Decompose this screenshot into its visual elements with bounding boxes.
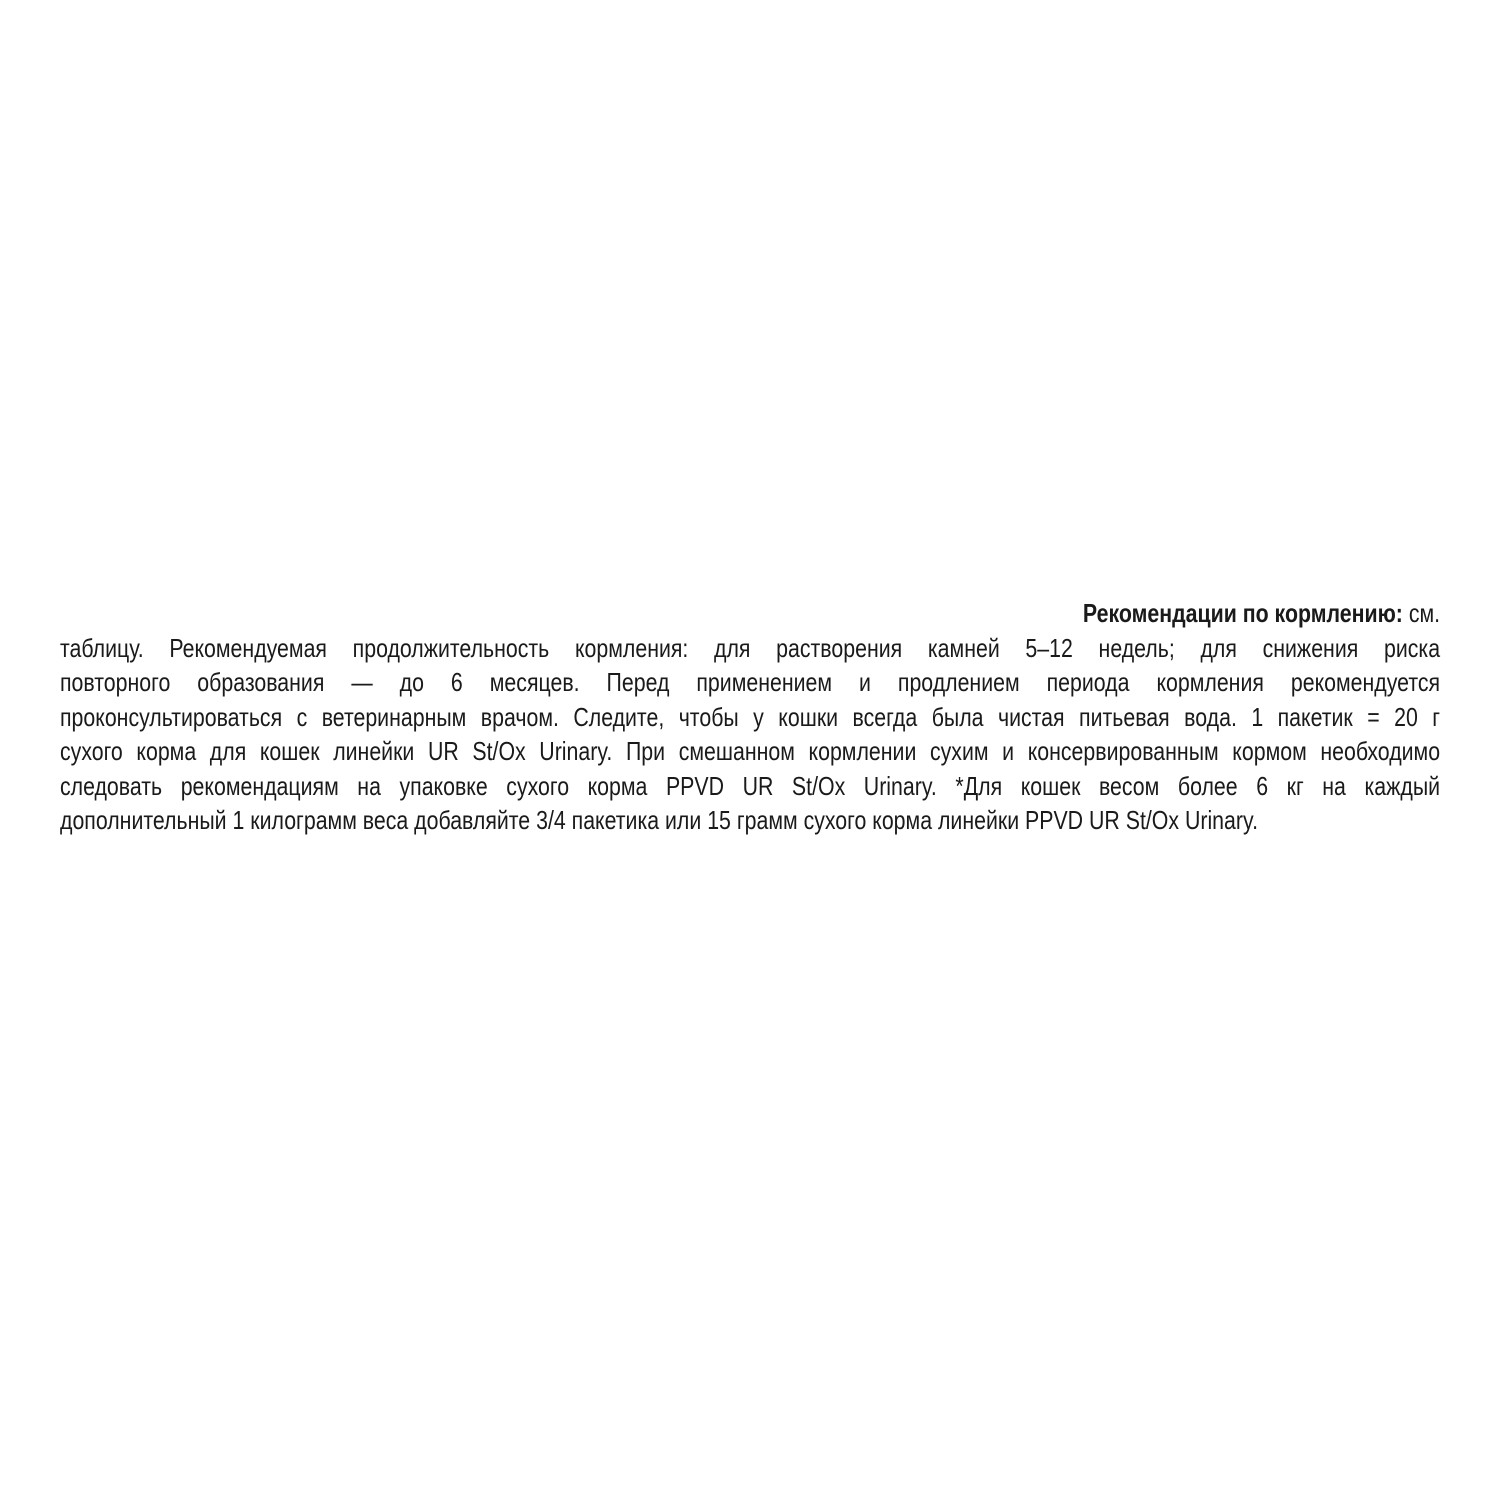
feeding-text-line: повторного образования — до 6 месяцев. Перед применением и продлением периода кормления рекомендуется	[60, 667, 1441, 697]
feeding-text-line: сухого корма для кошек линейки UR St/Ox Urinary. При смешанном кормлении сухим и консервированным кормом необходимо	[60, 736, 1441, 766]
feeding-heading-line	[60, 596, 1440, 631]
feeding-text-line: дополнительный 1 килограмм веса добавляйте 3/4 пакетика или 15 грамм сухого корма линейки PPVD UR St/Ox Urinary.	[60, 805, 1259, 835]
feeding-text-line: проконсультироваться с ветеринарным врачом. Следите, чтобы у кошки всегда была чистая питьевая вода. 1 пакетик = 20 г	[60, 701, 1441, 732]
feeding-recommendations	[60, 596, 1440, 838]
feeding-text-line: следовать рекомендациям на упаковке сухого корма PPVD UR St/Ox Urinary. *Для кошек весом более 6 кг на каждый	[60, 770, 1441, 801]
feeding-heading: Рекомендации по кормлению:	[1082, 598, 1403, 628]
feeding-text-line: таблицу. Рекомендуемая продолжительность кормления: для растворения камней 5–12 недель; для снижения риска	[60, 632, 1441, 663]
feeding-heading-tail: см.	[1402, 598, 1441, 628]
